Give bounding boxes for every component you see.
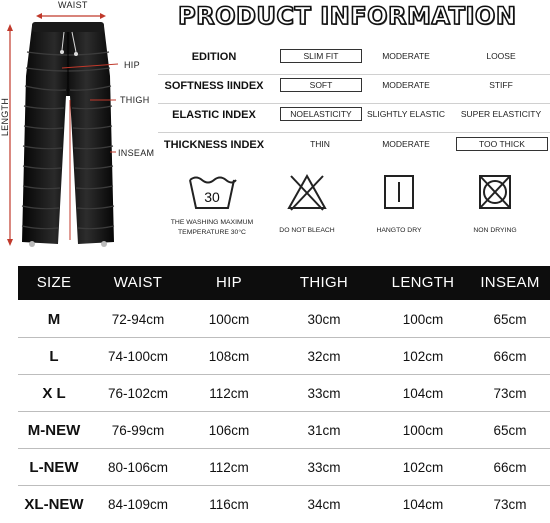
page-title: PRODUCT INFORMATION <box>178 2 517 30</box>
table-row <box>18 376 550 412</box>
hip-cell: 100cm <box>208 312 250 327</box>
measurement-lines <box>0 0 170 262</box>
inseam-cell: 66cm <box>493 349 527 364</box>
waist-label: WAIST <box>58 0 88 10</box>
info-option-selected: TOO THICK <box>456 137 548 151</box>
care-wash <box>160 172 264 238</box>
hip-cell: 116cm <box>209 497 249 512</box>
column-header-thigh: THIGH <box>299 274 349 291</box>
info-option: STIFF <box>489 80 513 90</box>
waist-cell: 76-99cm <box>111 423 165 438</box>
length-cell: 102cm <box>402 349 444 364</box>
care-bleach <box>272 172 342 236</box>
info-row-elastic <box>158 106 550 128</box>
info-option-selected: SOFT <box>280 78 362 92</box>
info-label: THICKNESS INDEX <box>163 139 265 151</box>
info-label: SOFTNESS lINDEX <box>164 80 264 92</box>
table-row <box>18 302 550 338</box>
row-divider <box>18 374 550 375</box>
waist-cell: 80-106cm <box>107 460 169 475</box>
column-header-length: LENGTH <box>391 274 455 291</box>
hip-cell: 108cm <box>208 349 250 364</box>
care-caption: NON DRYING <box>473 227 517 234</box>
inseam-cell: 65cm <box>493 312 527 327</box>
size-cell: X L <box>42 385 66 402</box>
length-label: LENGTH <box>0 97 11 137</box>
info-option: MODERATE <box>382 51 430 61</box>
column-header-hip: HIP <box>216 274 242 291</box>
inseam-label: INSEAM <box>118 148 155 158</box>
table-header <box>18 266 550 300</box>
care-caption: THE WASHING MAXIMUM <box>170 219 254 226</box>
info-option: MODERATE <box>382 80 430 90</box>
do-not-bleach-icon <box>285 172 329 212</box>
hang-to-dry-icon <box>379 172 419 212</box>
care-caption: HANGTO DRY <box>376 227 422 234</box>
size-cell: XL-NEW <box>24 496 84 513</box>
row-divider <box>18 485 550 486</box>
thigh-cell: 33cm <box>307 460 341 475</box>
column-header-inseam: INSEAM <box>480 274 540 291</box>
row-divider <box>158 74 550 75</box>
row-divider <box>18 411 550 412</box>
info-label: EDITION <box>191 51 237 63</box>
info-option: MODERATE <box>382 139 430 149</box>
column-header-size: SIZE <box>36 274 72 291</box>
length-cell: 100cm <box>402 423 444 438</box>
hip-cell: 106cm <box>208 423 250 438</box>
info-option-selected: SLIM FIT <box>280 49 362 63</box>
waist-cell: 74-100cm <box>107 349 169 364</box>
thigh-cell: 30cm <box>307 312 341 327</box>
product-figure <box>0 0 170 262</box>
inseam-cell: 73cm <box>493 497 527 512</box>
info-option: THIN <box>310 139 330 149</box>
care-caption: TEMPERATURE 30°C <box>178 229 246 236</box>
length-cell: 104cm <box>402 497 444 512</box>
info-label: ELASTIC INDEX <box>172 109 256 121</box>
thigh-cell: 34cm <box>307 497 341 512</box>
hip-cell: 112cm <box>209 460 249 475</box>
info-row-edition <box>158 48 550 70</box>
info-option: SLIGHTLY ELASTIC <box>366 109 446 119</box>
row-divider <box>18 337 550 338</box>
table-row <box>18 450 550 486</box>
care-caption: DO NOT BLEACH <box>279 227 335 234</box>
info-row-thickness <box>158 136 550 158</box>
row-divider <box>158 103 550 104</box>
size-cell: M-NEW <box>27 422 81 439</box>
inseam-cell: 73cm <box>493 386 527 401</box>
care-hang-dry <box>364 172 434 236</box>
table-row <box>18 487 550 511</box>
table-row <box>18 413 550 449</box>
column-header-waist: WAIST <box>113 274 163 291</box>
info-row-softness <box>158 77 550 99</box>
waist-cell: 76-102cm <box>107 386 169 401</box>
hip-cell: 112cm <box>209 386 249 401</box>
row-divider <box>158 132 550 133</box>
svg-text:30: 30 <box>204 189 220 205</box>
size-cell: M <box>47 311 61 328</box>
thigh-label: THIGH <box>120 95 150 105</box>
thigh-cell: 32cm <box>307 349 341 364</box>
length-cell: 100cm <box>402 312 444 327</box>
info-option-selected: NOELASTICITY <box>280 107 362 121</box>
row-divider <box>18 448 550 449</box>
care-non-drying <box>460 172 530 236</box>
waist-cell: 84-109cm <box>107 497 169 512</box>
length-cell: 104cm <box>402 386 444 401</box>
size-cell: L <box>49 348 59 365</box>
info-option: SUPER ELASTICITY <box>460 109 542 119</box>
thigh-cell: 33cm <box>307 386 341 401</box>
size-cell: L-NEW <box>29 459 79 476</box>
non-drying-icon <box>475 172 515 212</box>
waist-cell: 72-94cm <box>111 312 165 327</box>
wash-30-icon <box>186 172 238 212</box>
table-row <box>18 339 550 375</box>
length-cell: 102cm <box>402 460 444 475</box>
inseam-cell: 65cm <box>493 423 527 438</box>
info-option: LOOSE <box>486 51 516 61</box>
inseam-cell: 66cm <box>493 460 527 475</box>
hip-label: HIP <box>124 60 140 70</box>
thigh-cell: 31cm <box>307 423 341 438</box>
